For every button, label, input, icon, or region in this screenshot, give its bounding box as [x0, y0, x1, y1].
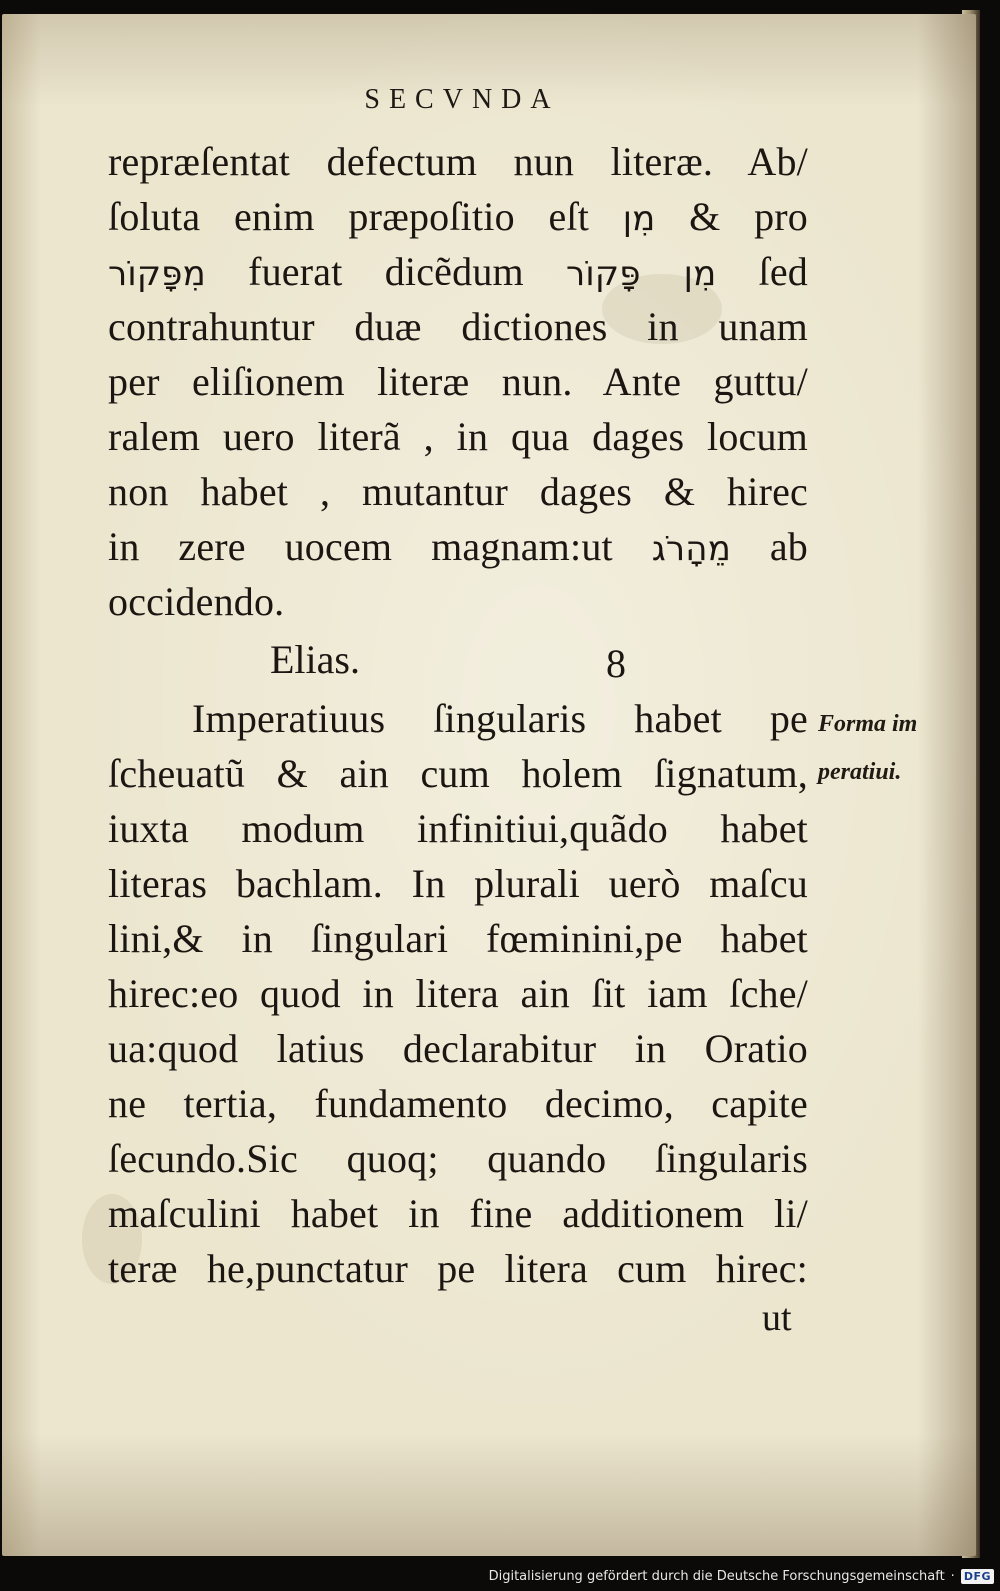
text-line — [108, 1131, 808, 1186]
book-page — [2, 14, 976, 1556]
line-text: Imperatiuus ſingularis habet pe — [192, 696, 808, 741]
paragraph-1 — [108, 134, 808, 629]
text-line — [108, 1076, 808, 1131]
line-text: ne tertia, fundamento decimo, capite — [108, 1081, 808, 1126]
line-text: teræ he,punctatur pe litera cum hirec: — [108, 1246, 808, 1291]
line-text: fuerat dicẽdum — [205, 249, 567, 294]
section-heading — [108, 629, 808, 691]
line-text: occidendo. — [108, 579, 285, 624]
section-heading-title: Elias. — [270, 637, 360, 682]
line-text: ſecundo.Sic quoq; quando ſingularis — [108, 1136, 808, 1181]
text-line — [108, 134, 808, 189]
line-text: ua:quod latius declarabitur in Oratio — [108, 1026, 808, 1071]
line-text: repræſentat defectum nun literæ. Ab/ — [108, 139, 808, 184]
hebrew-word: מִפָּקוֹר — [108, 254, 206, 294]
text-line — [108, 1021, 808, 1076]
main-text — [108, 134, 808, 1296]
line-text: ab — [731, 524, 809, 569]
line-text: iuxta modum infinitiui,quãdo habet — [108, 806, 808, 851]
dfg-logo: DFG — [961, 1569, 994, 1584]
text-line — [108, 244, 808, 299]
text-line — [108, 1186, 808, 1241]
text-line — [108, 911, 808, 966]
line-text: hirec:eo quod in litera ain ſit iam ſche/ — [108, 971, 808, 1016]
digitization-footer: Digitalisierung gefördert durch die Deutsche Forschungsgemeinschaft · DFG — [489, 1563, 994, 1589]
line-text: ſoluta enim præpoſitio eſt — [108, 194, 623, 239]
footer-text: Digitalisierung gefördert durch die Deutsche Forschungsgemeinschaft — [488, 1568, 945, 1584]
line-text: in zere uocem magnam:ut — [108, 524, 652, 569]
line-text: contrahuntur duæ dictiones in unam — [108, 304, 808, 349]
marginal-note-line: Forma im — [818, 711, 918, 737]
text-line — [108, 519, 808, 574]
text-line — [108, 801, 808, 856]
paragraph-2 — [108, 691, 808, 1296]
line-text: maſculini habet in fine additionem li/ — [108, 1191, 808, 1236]
text-line — [108, 966, 808, 1021]
text-line — [108, 409, 808, 464]
line-text: ſcheuatũ & ain cum holem ſignatum, — [108, 751, 808, 796]
hebrew-word: מֵהָרֹג — [651, 529, 731, 569]
text-line — [108, 299, 808, 354]
text-line — [108, 574, 808, 629]
text-line — [108, 856, 808, 911]
line-text: non habet , mutantur dages & hirec — [108, 469, 808, 514]
line-text: literas bachlam. In plurali uerò maſcu — [108, 861, 808, 906]
line-text: & pro — [655, 194, 808, 239]
line-text: per eliſionem literæ nun. Ante guttu/ — [108, 359, 808, 404]
text-line — [108, 691, 808, 746]
text-line — [108, 354, 808, 409]
catchword: ut — [762, 1297, 792, 1339]
hebrew-word: מִן פָּקוֹר — [566, 254, 717, 294]
line-text: lini,& in ſingulari fœminini,pe habet — [108, 916, 808, 961]
text-line — [108, 189, 808, 244]
section-number: 8 — [606, 641, 626, 686]
marginal-note — [818, 700, 958, 796]
text-line — [108, 746, 808, 801]
marginal-note-line: peratiui. — [818, 759, 902, 785]
line-text: ſed — [716, 249, 808, 294]
line-text: ralem uero literã , in qua dages locum — [108, 414, 808, 459]
text-line — [108, 464, 808, 519]
text-line — [108, 1241, 808, 1296]
running-head: SECVNDA — [364, 84, 560, 115]
hebrew-word: מִן — [622, 199, 656, 239]
